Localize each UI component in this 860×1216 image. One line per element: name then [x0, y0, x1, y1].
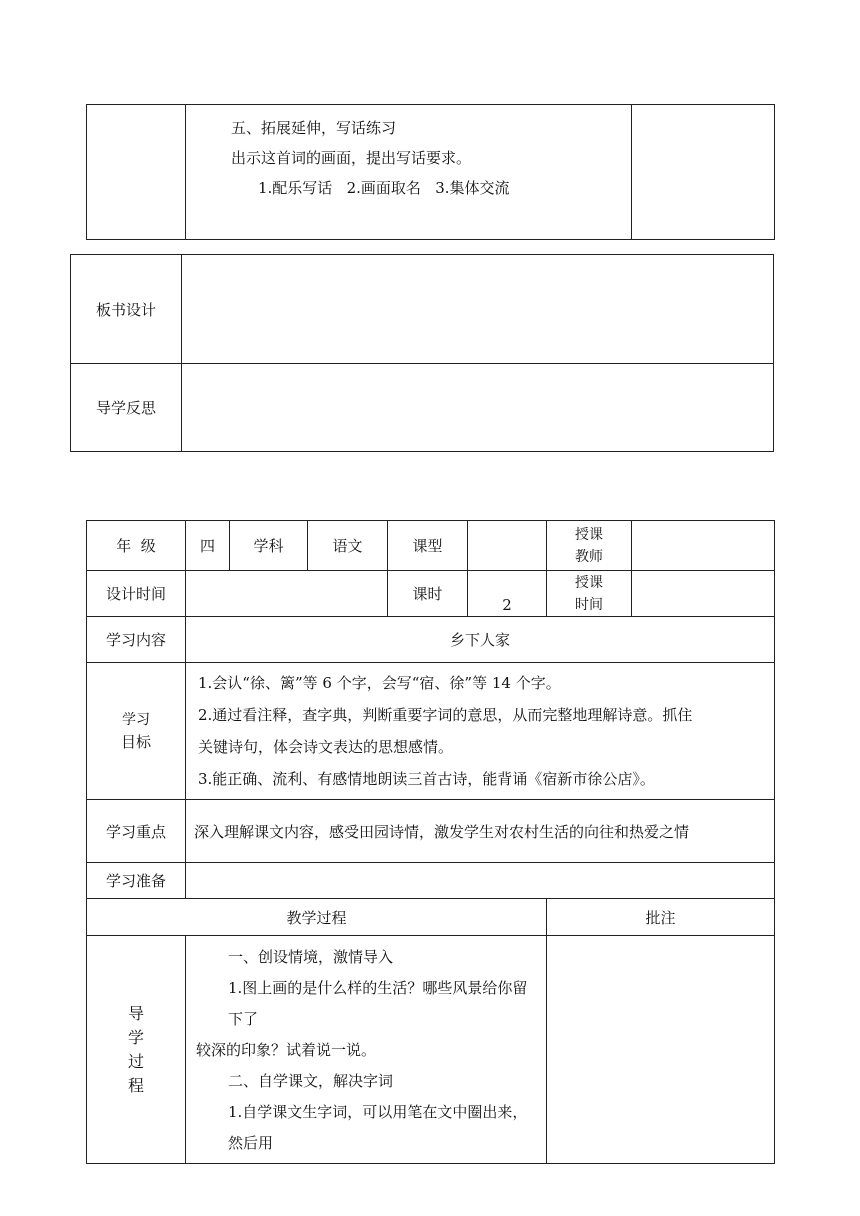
- reflection-label: 导学反思: [71, 364, 182, 452]
- lesson-type-value: [468, 521, 547, 571]
- reflection-cell: [182, 364, 774, 452]
- subject-value: 语文: [308, 521, 388, 571]
- design-time-value: [186, 571, 388, 617]
- process-line: 1.图上画的是什么样的生活？哪些风景给你留下了: [228, 979, 528, 1028]
- process-line: 较深的印象？试着说一说。: [196, 1041, 377, 1059]
- extension-side-cell: [87, 105, 186, 240]
- subject-label: 学科: [230, 521, 308, 571]
- process-notes-cell: [547, 936, 775, 1164]
- extension-table: [86, 104, 775, 240]
- process-content: [186, 936, 547, 1164]
- design-time-label: 设计时间: [87, 571, 186, 617]
- goal-item: 关键诗句，体会诗文表达的思想感情。: [198, 738, 454, 756]
- extension-content-cell: [186, 105, 632, 240]
- teacher-label: 授课 教师: [547, 521, 632, 571]
- process-line: 二、自学课文，解决字词: [228, 1072, 394, 1090]
- class-time-label: 授课 时间: [547, 571, 632, 617]
- lesson-type-label: 课型: [388, 521, 468, 571]
- goals-cell: [186, 663, 775, 800]
- process-header: 教学过程: [87, 899, 547, 936]
- process-side-label: 导 学 过 程: [87, 936, 186, 1164]
- lesson-plan-table: [86, 520, 775, 1164]
- goal-item: 3.能正确、流利、有感情地朗读三首古诗，能背诵《宿新市徐公店》。: [198, 770, 655, 788]
- extension-instruction: 出示这首词的画面，提出写话要求。: [231, 149, 472, 167]
- goal-item: 2.通过看注释，查字典，判断重要字词的意思，从而完整地理解诗意。抓住: [198, 706, 693, 724]
- board-design-label: 板书设计: [71, 255, 182, 364]
- period-label: 课时: [388, 571, 468, 617]
- extension-steps: 1.配乐写话 2.画面取名 3.集体交流: [258, 179, 510, 197]
- process-line: 一、创设情境，激情导入: [228, 948, 394, 966]
- grade-value: 四: [186, 521, 230, 571]
- content-label: 学习内容: [87, 617, 186, 663]
- extension-notes-cell: [632, 105, 775, 240]
- key-points-label: 学习重点: [87, 800, 186, 863]
- grade-label: 年 级: [87, 521, 186, 571]
- notes-header: 批注: [547, 899, 775, 936]
- teacher-value: [632, 521, 775, 571]
- process-line: 1.自学课文生字词，可以用笔在文中圈出来，然后用: [228, 1103, 528, 1152]
- period-value: 2: [468, 571, 547, 617]
- key-points-value: 深入理解课文内容，感受田园诗情，激发学生对农村生活的向往和热爱之情: [186, 800, 775, 863]
- board-reflection-table: [70, 254, 774, 452]
- prep-label: 学习准备: [87, 863, 186, 899]
- extension-heading: 五、拓展延伸，写话练习: [231, 119, 397, 137]
- goals-label: 学习 目标: [87, 663, 186, 800]
- prep-value: [186, 863, 775, 899]
- class-time-value: [632, 571, 775, 617]
- content-value: 乡下人家: [186, 617, 775, 663]
- board-design-cell: [182, 255, 774, 364]
- goal-item: 1.会认“徐、篱”等 6 个字，会写“宿、徐”等 14 个字。: [198, 674, 561, 692]
